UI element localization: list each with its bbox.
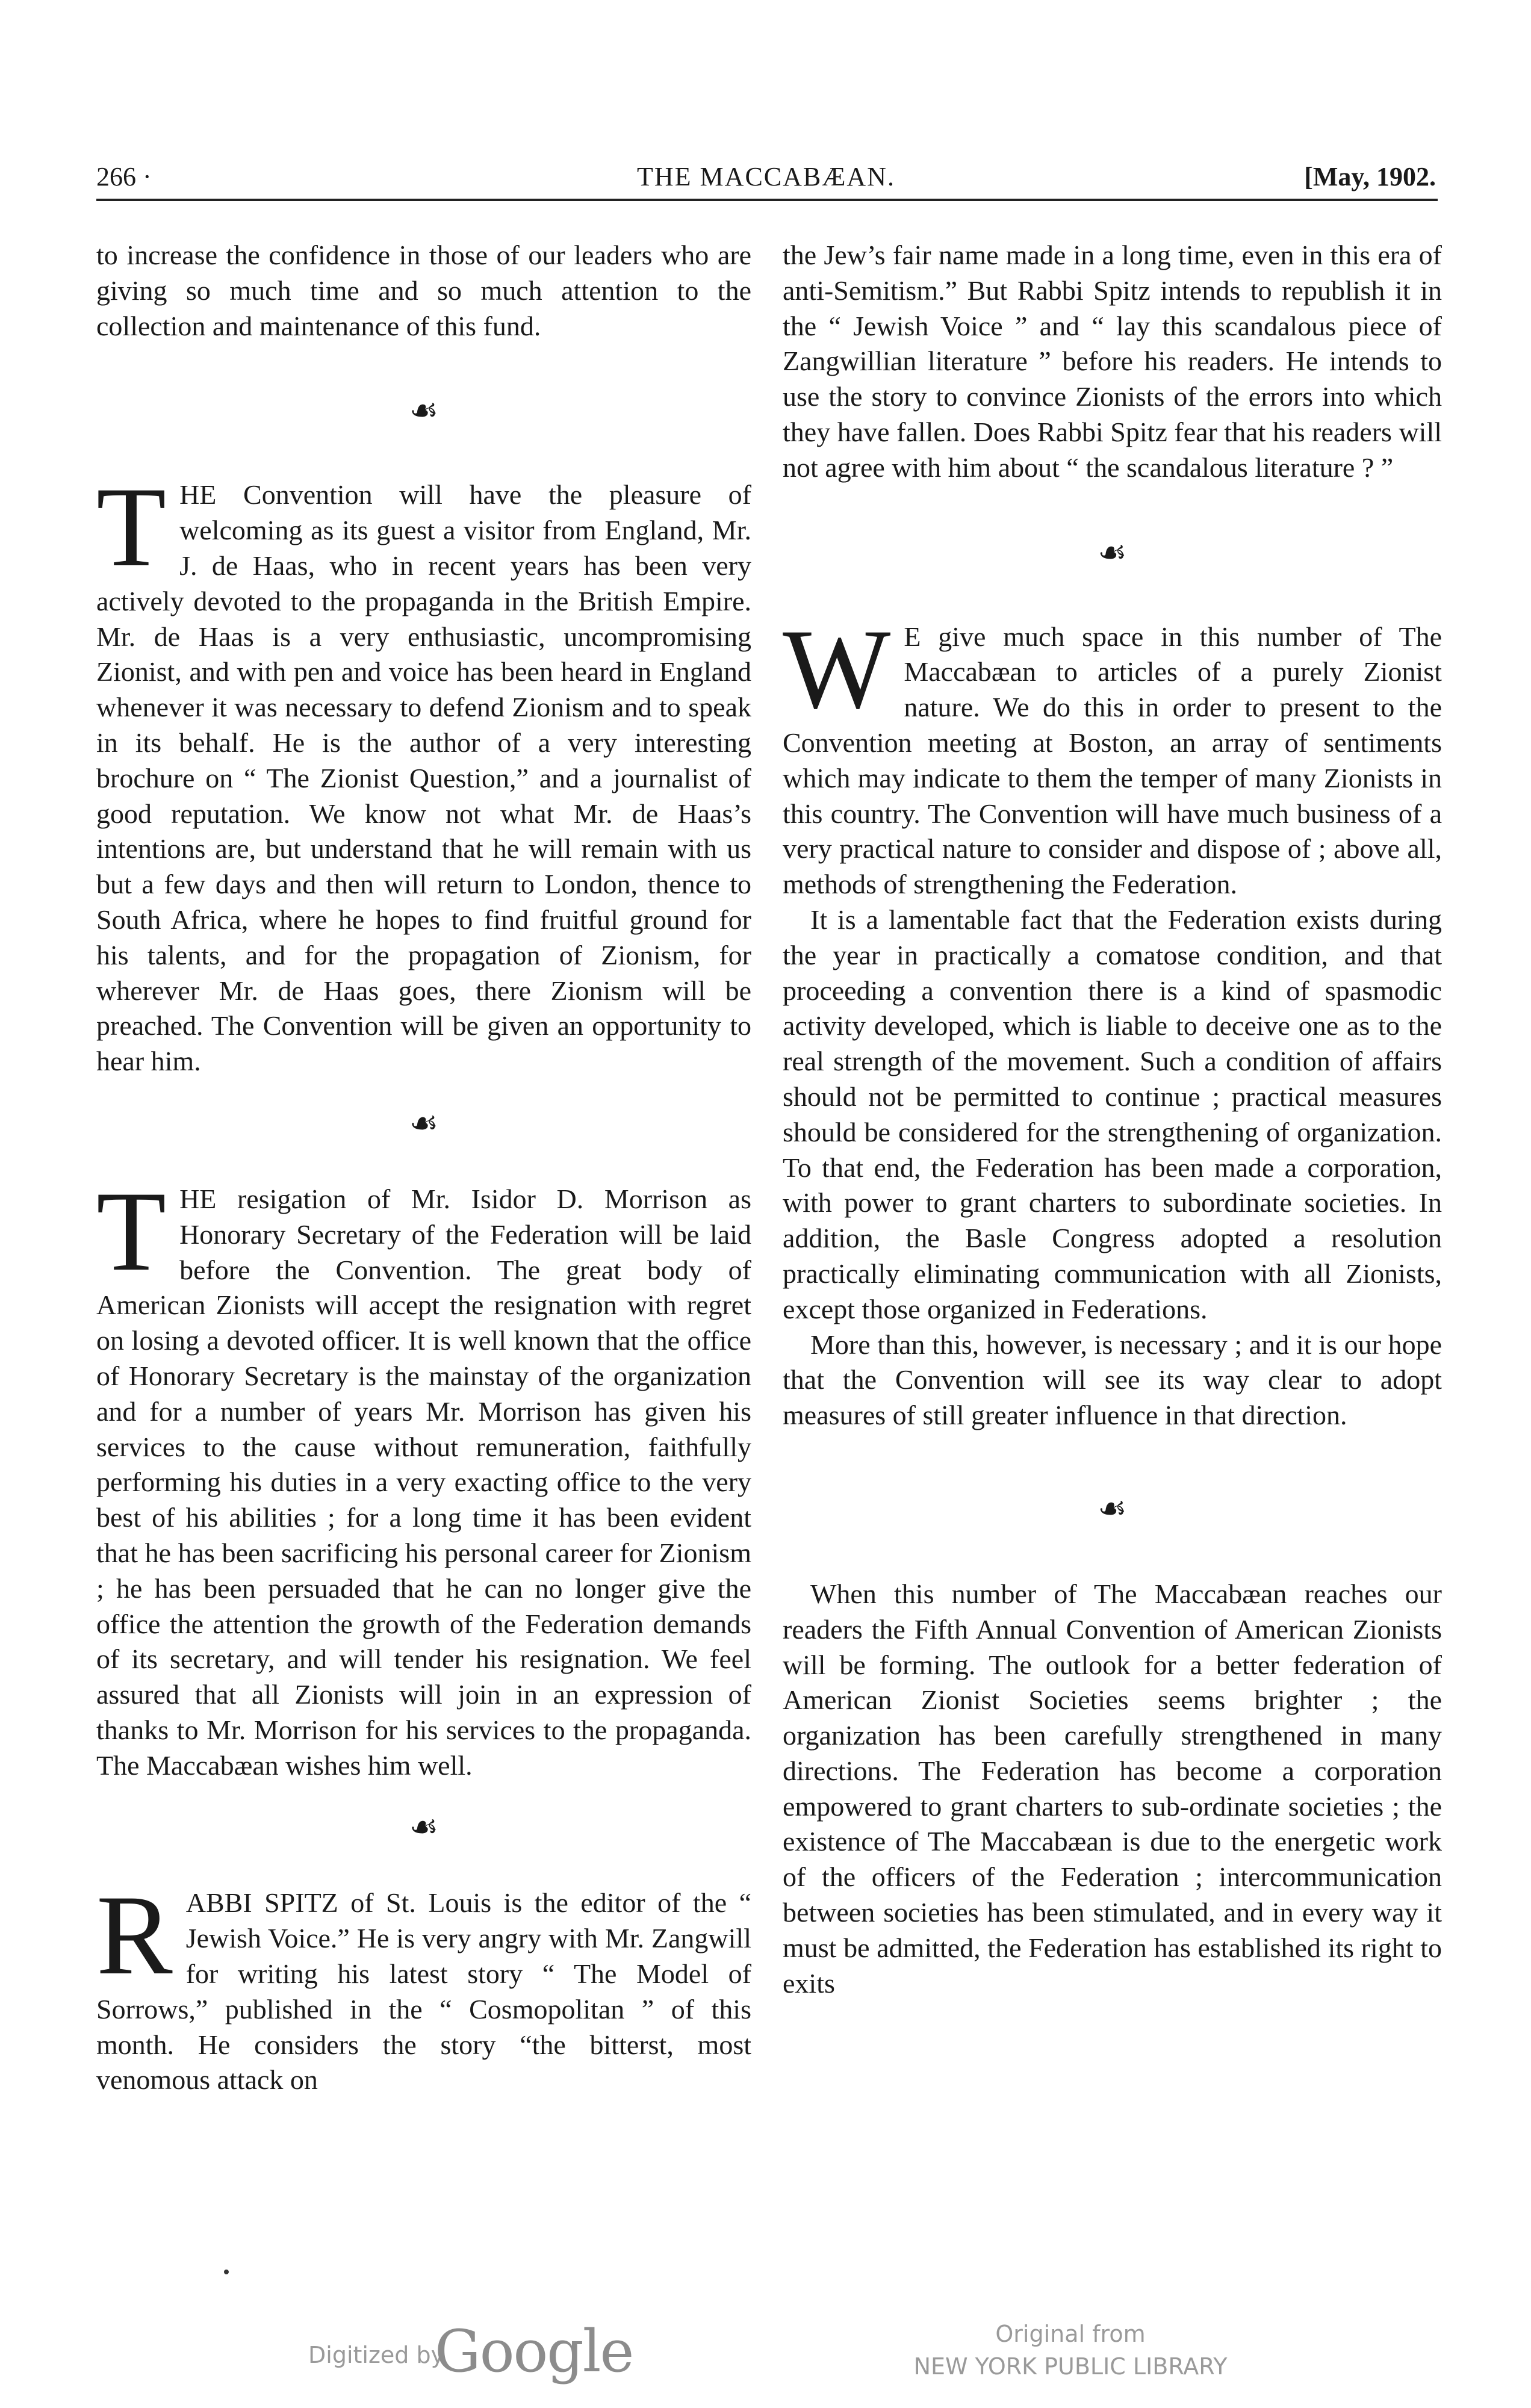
paragraph-convention: When this number of The Maccabæan reaches our readers the Fifth Annual Convention of American Zionists will be forming. The outlook for a better federation of American Zionist Societies seems brighter ; the organization has been carefully strengthened in many directions. The Federation has become a corporation empowered to grant charters to sub-ordinate societies ; the existence of The Maccabæan is due to the energetic work of the officers of the Federation ; intercommunication between societies has been stimulated, and in every way it must be admitted, the Federation has established its right to exits [783,1578,1442,1999]
page-number: 266 · [96,162,152,191]
drop-cap: R [96,1872,173,1999]
left-column [96,238,751,2098]
issue-date: [May, 1902. [1304,162,1436,191]
paragraph-spitz-continued: the Jew’s fair name made in a long time, even in this era of anti-Semitism.” But Rabbi Spitz intends to republish it in the “ Jewish Voice ” and “ lay this scandalous piece of Zangwillian literature ” before his readers. He intends to use the story to convince Zionists of the errors into which they have fallen. Does Rabbi Spitz fear that his readers will not agree with him about “ the scandalous literature ? ” [783,240,1442,483]
paragraph-spitz [96,1872,751,2098]
header-rule [96,199,1438,201]
paragraph-space-text: E give much space in this number of The Maccabæan to articles of a purely Zionist nature. We do this in order to present to the Convention meeting at Boston, an array of sentiments which may indicate to them the temper of many Zionists in this country. The Convention will have much business of a very practical nature to consider and dispose of ; above all, methods of strengthening the Federation. [783,621,1442,900]
paragraph-spitz-text: ABBI SPITZ of St. Louis is the editor of the “ Jewish Voice.” He is very angry with Mr. Zangwill for writing his latest story “ The Model of Sorrows,” published in the “ Cosmopolitan ” of this month. He considers the story “the bitterst, most venomous attack on [96,1887,751,2096]
drop-cap: W [783,606,891,733]
paragraph-comatose: It is a lamentable fact that the Federation exists during the year in practically a comatose condition, and that proceeding a convention there is a kind of spasmodic activity developed, which is liable to deceive one as to the real strength of the movement. Such a condition of affairs should not be permitted to continue ; practical measures should be considered for the strengthening of organization. To that end, the Federation has been made a corporation, with power to grant charters to subordinate societies. In addition, the Basle Congress adopted a resolution practically eliminating communication with all Zionists, except those organized in Federations. [783,904,1442,1324]
stray-dot [224,2270,229,2274]
right-column [783,238,1442,2001]
drop-cap: T [96,464,167,591]
google-logo: Google [435,2318,633,2385]
page-header [96,161,1436,203]
ornament-fleuron: ☙ [1098,1490,1127,1527]
paragraph-morrison [96,1168,751,1784]
ornament-fleuron: ☙ [409,1809,439,1846]
original-from-label: Original from [995,2321,1146,2347]
original-from [890,2318,1251,2383]
paragraph-morrison-text: HE resigation of Mr. Isidor D. Morrison as Honorary Secretary of the Federation will be laid before the Convention. The great body of American Zionists will accept the resignation with regret on losing a devoted officer. It is well known that the office of Honorary Secretary is the mainstay of the organization and for a number of years Mr. Morrison has given his services to the cause without remuneration, faithfully performing his duties in a very exacting office to the very best of his abilities ; for a long time it has been evident that he has been sacrificing his personal career for Zionism ; he has been persuaded that he can no longer give the office the attention the growth of the Federation demands of its secretary, and will tender his resignation. We feel assured that all Zionists will join in an expression of thanks to Mr. Morrison for his services to the propaganda. The Maccabæan wishes him well. [96,1183,751,1781]
paragraph-de-haas [96,464,751,1079]
paragraph-fund: to increase the confidence in those of our leaders who are giving so much time and so much attention to the collection and maintenance of this fund. [96,240,751,341]
paragraph-more: More than this, however, is necessary ; and it is our hope that the Convention will see its way clear to adopt measures of still greater influence in that direction. [783,1329,1442,1431]
ornament-fleuron: ☙ [409,393,439,429]
drop-cap: T [96,1168,167,1295]
ornament-fleuron: ☙ [409,1105,439,1141]
digitized-by-label: Digitized by [308,2342,445,2368]
running-title: THE MACCABÆAN. [637,162,895,191]
ornament-fleuron: ☙ [1098,534,1127,571]
paragraph-space [783,606,1442,902]
library-name: NEW YORK PUBLIC LIBRARY [913,2353,1228,2380]
paragraph-de-haas-text: HE Convention will have the pleasure of welcoming as its guest a visitor from England, Mr. J. de Haas, who in recent years has been very actively devoted to the propaganda in the British Empire. Mr. de Haas is a very enthusiastic, uncompromising Zionist, and with pen and voice has been heard in England whenever it was necessary to defend Zionism and to speak in its behalf. He is the author of a very interesting brochure on “ The Zionist Question,” and a journalist of good reputation. We know not what Mr. de Haas’s intentions are, but understand that he will remain with us but a few days and then will return to London, thence to South Africa, where he hopes to find fruitful ground for his talents, and for the propagation of Zionism, for wherever Mr. de Haas goes, there Zionism will be preached. The Convention will be given an opportunity to hear him. [96,479,751,1077]
footer [0,2318,1531,2390]
